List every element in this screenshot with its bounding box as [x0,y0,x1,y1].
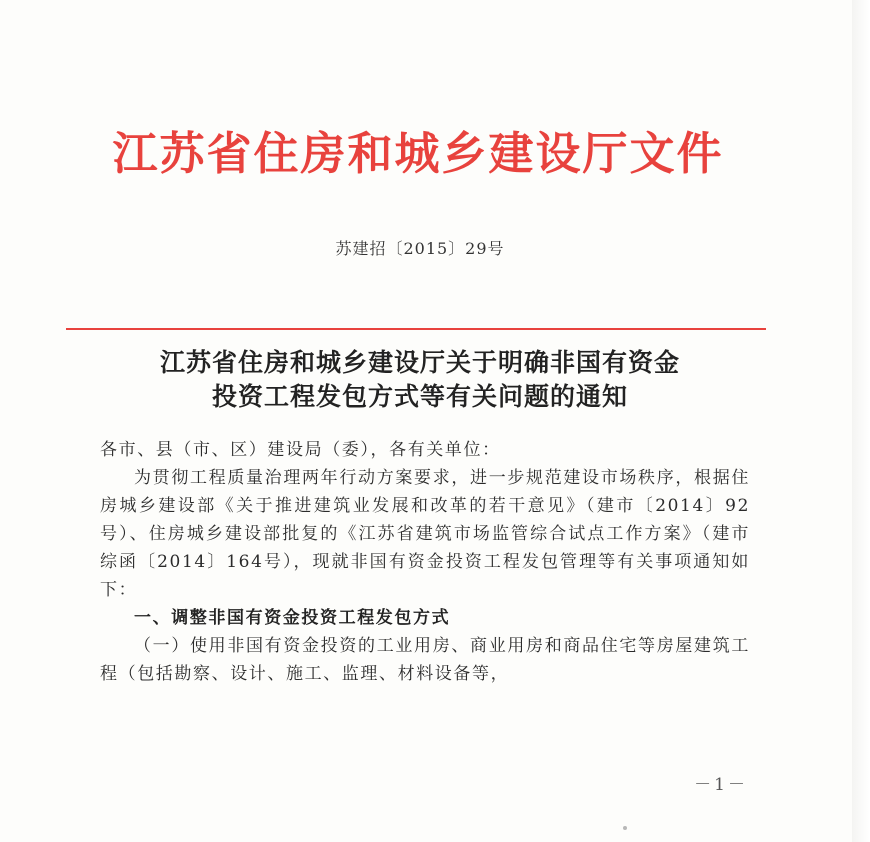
paragraph-item-1: （一）使用非国有资金投资的工业用房、商业用房和商品住宅等房屋建筑工程（包括勘察、设计、施工、监理、材料设备等， [100,636,750,684]
salutation: 各市、县（市、区）建设局（委），各有关单位： [100,440,501,460]
document-title [60,346,780,414]
title-line-1: 江苏省住房和城乡建设厅关于明确非国有资金 [159,348,680,377]
scan-edge [852,0,870,842]
section-heading-1: 一、调整非国有资金投资工程发包方式 [134,608,451,628]
document-number: 苏建招〔2015〕29号 [335,239,505,258]
paragraph-intro: 为贯彻工程质量治理两年行动方案要求，进一步规范建设市场秩序，根据住房城乡建设部《关于推进建筑业发展和改革的若干意见》（建市〔2014〕92号）、住房城乡建设部批复的《江苏省建筑市场监管综合试点工作方案》（建市综函〔2014〕164号），现就非国有资金投资工程发包管理等有关事项通知如下： [100,468,750,600]
red-divider-line [66,328,766,330]
scan-speck [623,826,627,830]
document-body [100,436,750,688]
issuer-header: 江苏省住房和城乡建设厅文件 [112,127,724,180]
page-number: －1－ [694,775,748,795]
title-line-2: 投资工程发包方式等有关问题的通知 [211,382,628,411]
